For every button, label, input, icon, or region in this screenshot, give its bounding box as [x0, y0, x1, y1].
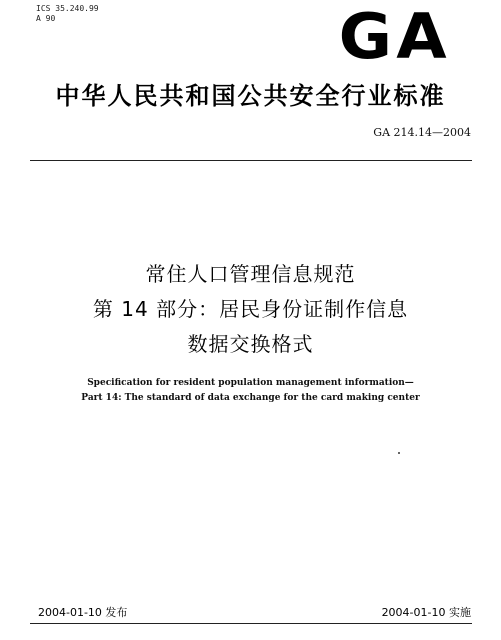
english-title-line-1: Specification for resident population management information—: [87, 378, 414, 388]
ga-logo: GA: [338, 0, 451, 73]
title-line-3: 数据交换格式: [187, 332, 314, 356]
english-title-line-2: Part 14: The standard of data exchange for the card making center: [81, 393, 420, 403]
title-line-1: 常住人口管理信息规范: [145, 262, 356, 286]
class-code: A 90: [36, 14, 56, 23]
implementation-date: 2004-01-10 实施: [381, 606, 471, 619]
title-line-2: 第 14 部分：居民身份证制作信息: [92, 297, 409, 321]
speck: [398, 452, 400, 454]
issue-date: 2004-01-10 发布: [38, 606, 128, 619]
standard-number: GA 214.14—2004: [373, 126, 471, 139]
organization-title: 中华人民共和国公共安全行业标准: [55, 82, 446, 110]
bottom-divider: [30, 623, 472, 624]
classification-codes: [36, 4, 99, 24]
top-divider: [30, 160, 472, 161]
ics-code: ICS 35.240.99: [36, 4, 99, 13]
